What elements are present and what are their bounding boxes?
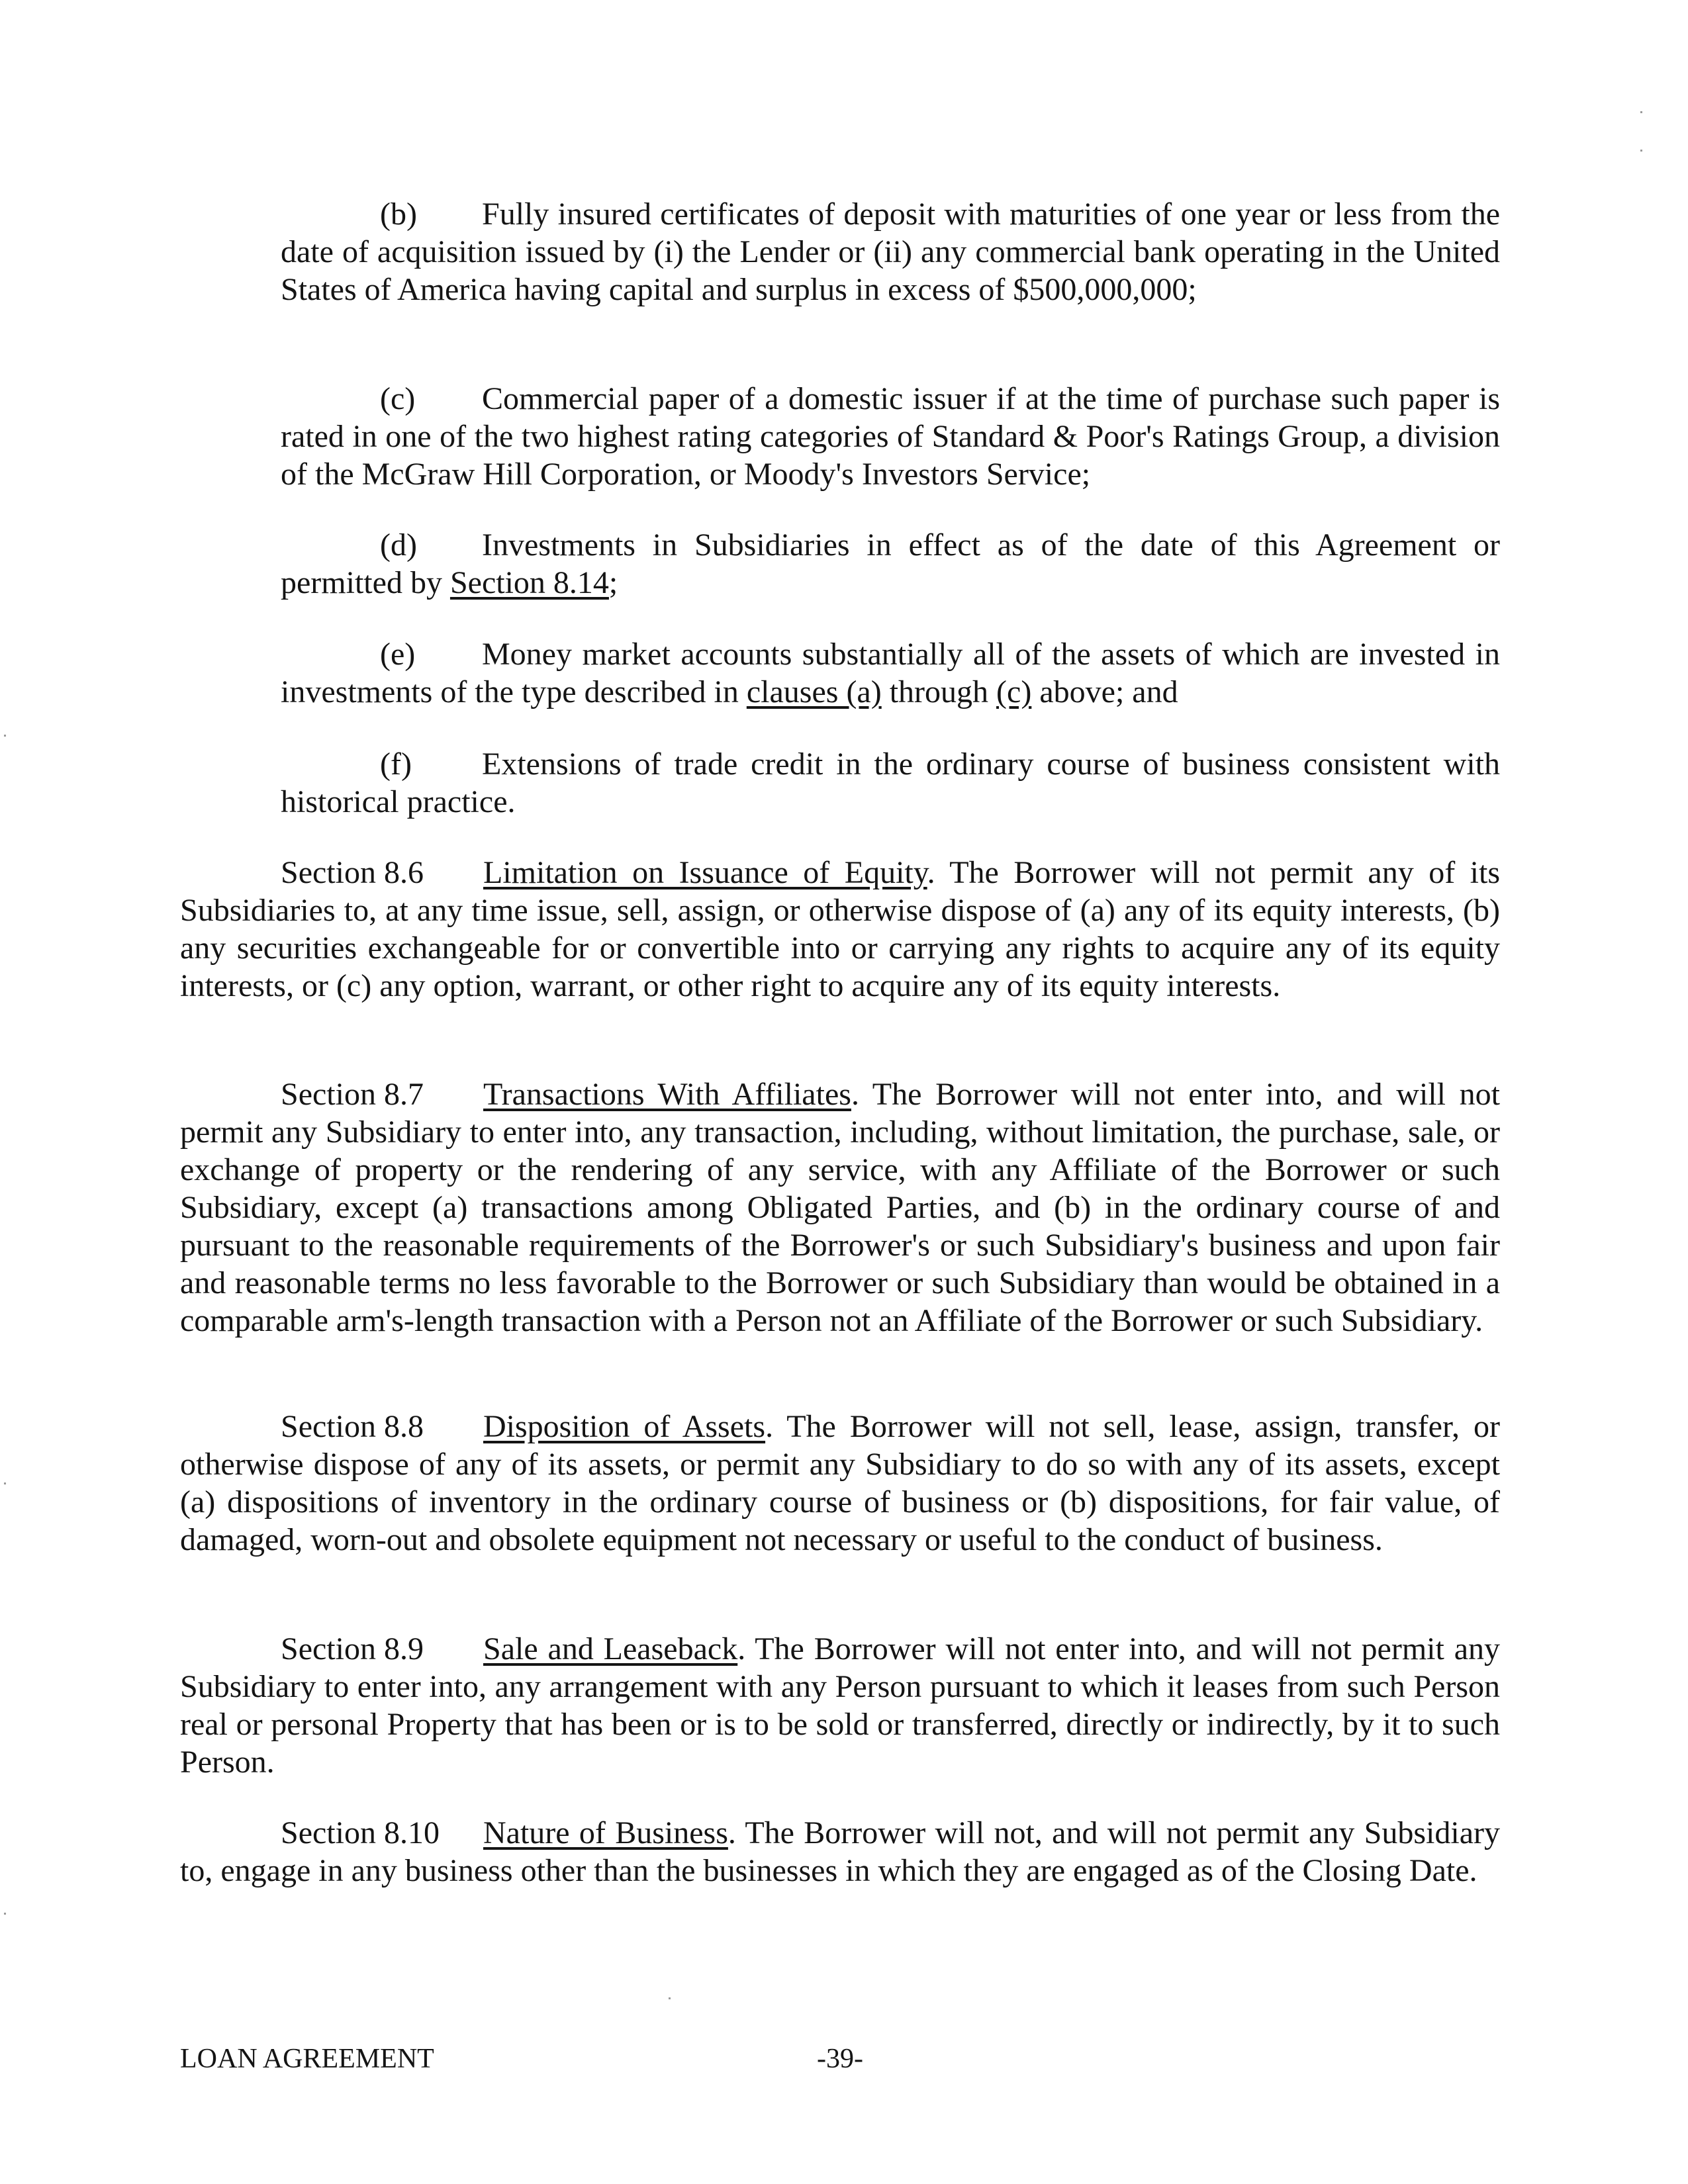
cross-reference-link: Section 8.14 — [449, 565, 609, 600]
footer-document-title: LOAN AGREEMENT — [180, 2044, 434, 2074]
section-8-9 — [180, 1630, 1500, 1781]
footer-page-number: -39- — [817, 2044, 863, 2074]
scan-speck — [1640, 150, 1642, 152]
section-heading: Disposition of Assets — [483, 1409, 766, 1444]
cross-reference-link: (c) — [996, 674, 1032, 709]
section-number: Section 8.9 — [281, 1631, 424, 1666]
list-item-text: Investments in Subsidiaries in effect as of the date of this Agreement or permitted by — [281, 527, 1500, 600]
section-body: . The Borrower will not permit any of its Subsidiaries to, at any time issue, sell, assign, or otherwise dispose of (a) any of its equity interests, (b) any securities exchangeable for or convertible into or carrying any rights to acquire any of its equity interests, or (c) any option, warrant, or other right to acquire any of its equity interests. — [180, 855, 1500, 1003]
section-body: . The Borrower will not sell, lease, assign, transfer, or otherwise dispose of any of its assets, or permit any Subsidiary to do so with any of its assets, except (a) dispositions of inventory in the ordinary course of business or (b) dispositions, for fair value, of damaged, worn-out and obsolete equipment not necessary or useful to the conduct of business. — [180, 1409, 1501, 1557]
section-8-8 — [180, 1408, 1500, 1559]
scan-speck — [669, 1997, 671, 1999]
list-marker: (b) — [380, 197, 417, 232]
section-number: Section 8.10 — [281, 1815, 440, 1850]
list-item-b — [281, 195, 1500, 308]
section-body: . The Borrower will not enter into, and will not permit any Subsidiary to enter into, any transaction, including, without limitation, the purchase, sale, or exchange of property or the rendering of any service, with any Affiliate of the Borrower or such Subsidiary, except (a) transactions among Obligated Parties, and (b) in the ordinary course of and pursuant to the reasonable requirements of the Borrower's or such Subsidiary's business and upon fair and reasonable terms no less favorable to the Borrower or such Subsidiary than would be obtained in a comparable arm's-length transaction with a Person not an Affiliate of the Borrower or such Subsidiary. — [180, 1077, 1500, 1338]
section-number: Section 8.6 — [281, 855, 424, 890]
list-item-tail: ; — [608, 565, 618, 600]
list-item-c — [281, 380, 1500, 493]
list-marker: (d) — [380, 527, 417, 563]
list-item-tail: above; and — [1031, 674, 1178, 709]
section-8-7 — [180, 1075, 1500, 1340]
section-heading: Limitation on Issuance of Equity — [483, 855, 927, 890]
scan-speck — [4, 1913, 6, 1915]
section-number: Section 8.7 — [281, 1077, 424, 1112]
list-marker: (e) — [380, 637, 416, 672]
scan-speck — [4, 1482, 6, 1484]
list-item-text: Fully insured certificates of deposit with maturities of one year or less from the date of acquisition issued by (i) the Lender or (ii) any commercial bank operating in the United States of America having capital and surplus in excess of $500,000,000; — [281, 197, 1500, 307]
list-item-e — [281, 635, 1500, 711]
section-heading: Nature of Business — [483, 1815, 728, 1850]
list-marker: (c) — [380, 381, 416, 416]
list-item-mid: through — [881, 674, 997, 709]
section-heading: Transactions With Affiliates — [483, 1077, 851, 1112]
list-item-d — [281, 526, 1500, 602]
section-8-10 — [180, 1814, 1500, 1889]
list-item-text: Money market accounts substantially all of the assets of which are invested in investments of the type described in — [281, 637, 1500, 709]
section-number: Section 8.8 — [281, 1409, 424, 1444]
scan-speck — [1640, 111, 1642, 113]
scan-speck — [4, 735, 6, 737]
cross-reference-link: clauses (a) — [746, 674, 882, 709]
section-body: . The Borrower will not, and will not permit any Subsidiary to, engage in any business other than the businesses in which they are engaged as of the Closing Date. — [180, 1815, 1500, 1888]
list-marker: (f) — [380, 747, 412, 782]
section-body: . The Borrower will not enter into, and will not permit any Subsidiary to enter into, any arrangement with any Person pursuant to which it leases from such Person real or personal Property that has been or is to be sold or transferred, directly or indirectly, by it to such Person. — [180, 1631, 1501, 1780]
list-item-text: Commercial paper of a domestic issuer if at the time of purchase such paper is rated in one of the two highest rating categories of Standard & Poor's Ratings Group, a division of the McGraw Hill Corporation, or Moody's Investors Service; — [281, 381, 1500, 492]
list-item-text: Extensions of trade credit in the ordinary course of business consistent with historical practice. — [281, 747, 1500, 819]
section-8-6 — [180, 854, 1500, 1005]
section-heading: Sale and Leaseback — [483, 1631, 738, 1666]
list-item-f — [281, 745, 1500, 821]
